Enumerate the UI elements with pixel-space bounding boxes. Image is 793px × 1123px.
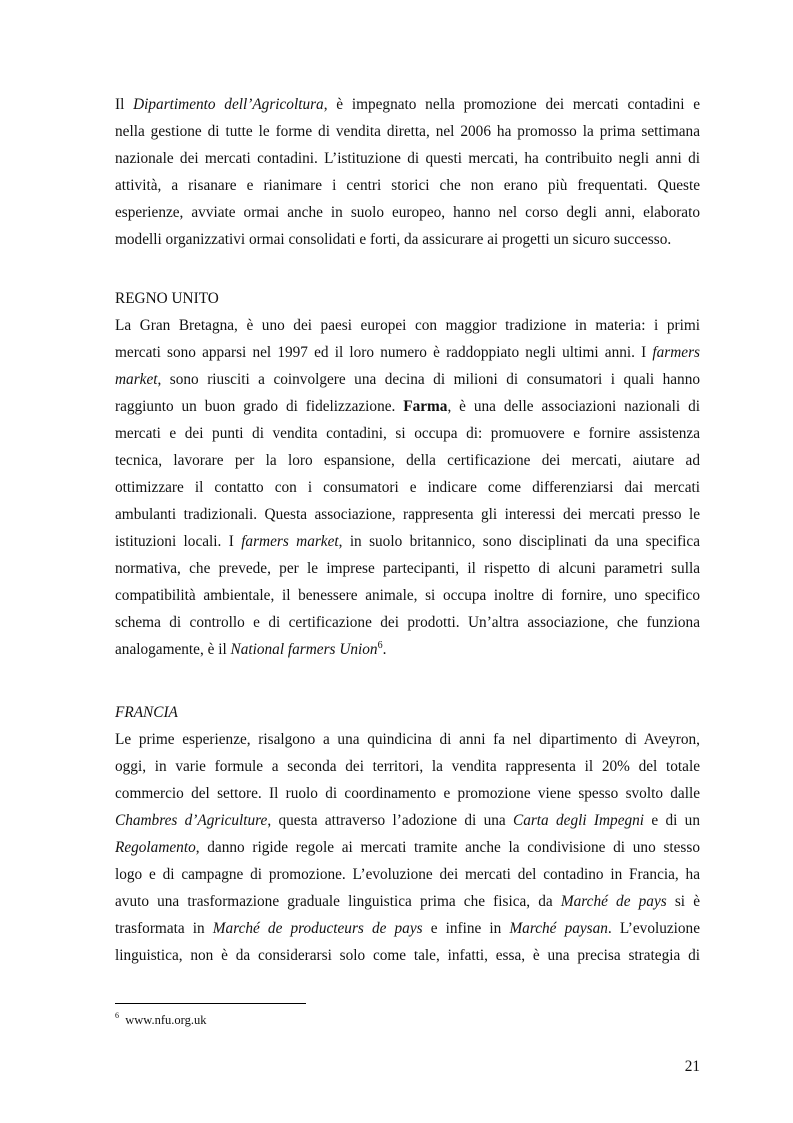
text-line: Regolamento, danno rigide regole ai mercati tramite anche la condivisione di uno stesso	[115, 839, 700, 856]
footnote-link[interactable]: www.nfu.org.uk	[125, 1013, 207, 1027]
text-line: ambulanti tradizionali. Questa associazione, rappresenta gli interessi dei mercati presso le	[115, 506, 700, 523]
text-line: mercati sono apparsi nel 1997 ed il loro numero è raddoppiato negli ultimi anni. I farmers	[115, 344, 700, 361]
text-line: raggiunto un buon grado di fidelizzazione. Farma, è una delle associazioni nazionali di	[115, 398, 700, 415]
italic-term: Marché de pays	[560, 893, 667, 910]
italic-term: Regolamento	[115, 839, 196, 856]
text-line: normativa, che prevede, per le imprese partecipanti, il rispetto di alcuni parametri sulla	[115, 560, 700, 577]
italic-term: Marché paysan	[509, 920, 608, 937]
italic-term: farmers	[652, 344, 700, 361]
text-line: market, sono riusciti a coinvolgere una decina di milioni di consumatori i quali hanno	[115, 371, 700, 388]
paragraph-usda	[115, 91, 700, 253]
text-line: linguistica, non è da considerarsi solo come tale, infatti, essa, è una precisa strategia di	[115, 947, 700, 964]
italic-term: Marché de producteurs de pays	[212, 920, 423, 937]
footnote	[115, 1012, 207, 1028]
text-line: Chambres d’Agriculture, questa attraverso l’adozione di una Carta degli Impegni e di un	[115, 812, 700, 829]
italic-term: Carta degli Impegni	[513, 812, 645, 829]
text-line: trasformata in Marché de producteurs de pays e infine in Marché paysan. L’evoluzione	[115, 920, 700, 937]
text-line: logo e di campagne di promozione. L’evoluzione dei mercati del contadino in Francia, ha	[115, 866, 700, 883]
text-line: La Gran Bretagna, è uno dei paesi europei con maggior tradizione in materia: i primi	[115, 317, 700, 334]
text-line: tecnica, lavorare per la loro espansione, della certificazione dei mercati, aiutare ad	[115, 452, 700, 469]
text-line: mercati e dei punti di vendita contadini, si occupa di: promuovere e fornire assistenza	[115, 425, 700, 442]
text-line: Le prime esperienze, risalgono a una quindicina di anni fa nel dipartimento di Aveyron,	[115, 731, 700, 748]
text-line: compatibilità ambientale, il benessere animale, si occupa inoltre di fornire, uno specifico	[115, 587, 700, 604]
section-francia	[115, 699, 700, 969]
footnote-divider	[115, 1003, 306, 1004]
text-line: analogamente, è il National farmers Union$^6$.	[115, 640, 387, 658]
bold-term: Farma	[403, 398, 448, 415]
italic-term: farmers market	[241, 533, 339, 550]
section-regno-unito	[115, 285, 700, 663]
italic-term: Dipartimento dell’Agricoltura	[133, 96, 324, 113]
italic-term: market	[115, 371, 158, 388]
text-line: Il Dipartimento dell’Agricoltura, è impegnato nella promozione dei mercati contadini e	[115, 96, 700, 113]
footnote-marker: 6	[115, 1011, 119, 1020]
footnote-reference[interactable]: 6	[377, 640, 383, 651]
text-line: nella gestione di tutte le forme di vendita diretta, nel 2006 ha promosso la prima settimana	[115, 123, 700, 140]
text-line: istituzioni locali. I farmers market, in suolo britannico, sono disciplinati da una specifica	[115, 533, 700, 550]
text-line: esperienze, avviate ormai anche in suolo europeo, hanno nel corso degli anni, elaborato	[115, 204, 700, 221]
text-line: commercio del settore. Il ruolo di coordinamento e promozione viene spesso svolto dalle	[115, 785, 700, 802]
text-line: oggi, in varie formule a seconda dei territori, la vendita rappresenta il 20% del totale	[115, 758, 700, 775]
text-line: ottimizzare il contatto con i consumatori e indicare come differenziarsi dai mercati	[115, 479, 700, 496]
text-line: modelli organizzativi ormai consolidati e forti, da assicurare ai progetti un sicuro successo.	[115, 231, 672, 248]
text-line: attività, a risanare e rianimare i centri storici che non erano più frequentati. Queste	[115, 177, 700, 194]
text-line: avuto una trasformazione graduale linguistica prima che fisica, da Marché de pays si è	[115, 893, 700, 910]
section-heading: REGNO UNITO	[115, 290, 219, 307]
text-line: nazionale dei mercati contadini. L’istituzione di questi mercati, ha contribuito negli anni di	[115, 150, 700, 167]
section-heading: FRANCIA	[115, 704, 178, 721]
italic-term: National farmers Union	[230, 641, 378, 658]
page-number: 21	[684, 1058, 700, 1075]
italic-term: Chambres d’Agriculture	[115, 812, 268, 829]
text-line: schema di controllo e di certificazione dei prodotti. Un’altra associazione, che funziona	[115, 614, 700, 631]
